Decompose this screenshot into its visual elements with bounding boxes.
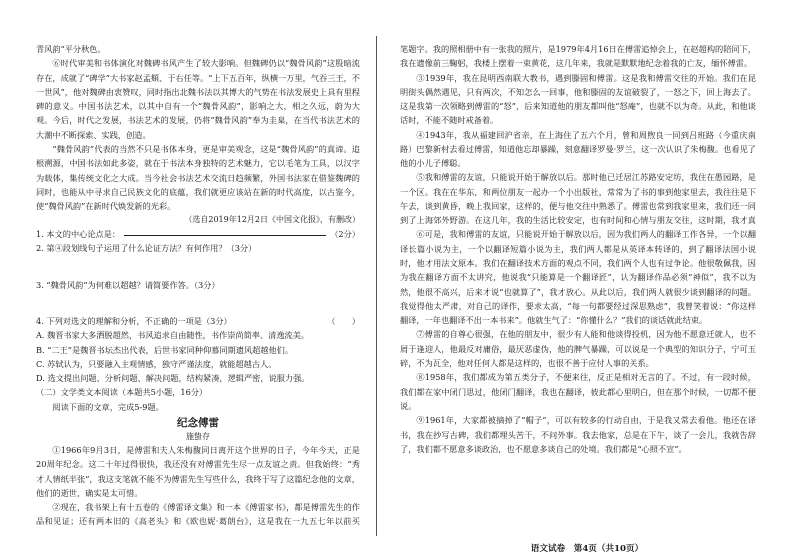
- essay-paragraph-7: ⑦傅雷的自尊心很强，在他的朋友中，很少有人能和他谈得投机，因为他不愿意迁就人，也不屑于逢迎人，他最反对庸俗，最厌恶虚伪，他的脾气暴躁，可以说是一个典型的知识分子，宁可玉碎，不为瓦全，他对任何人都是这样的，也很不善于应付人事的关系。: [400, 329, 756, 369]
- essay-paragraph-9: ⑨1961年，大家都被摘掉了“帽子”，可以有较多的行动自由，于是我又常去看他。他还在译书，我在抄写古碑，我们都埋头苦干，不问外事。我去他家，总是在下午，谈了一会儿，我就告辞了，我们都不愿意多谈政治，也不愿意多谈自己的处境。我们都是“心照不宣”。: [400, 415, 756, 454]
- essay-paragraph-6: ⑥可是，我和傅雷的友谊，只能说开始于解放以后，因为我们两人的翻译工作各异，一个以翻译长篇小说为主，一个以翻译短篇小说为主，我们两人都是从英译本转译的，到了翻译法国小说时，他才用法文原本。我们在翻译技术方面的观点不同，我们两个人也有过争论。他很敬佩我，因为我在翻译方面不太讲究，他说我“只能算是一个翻译匠”，认为翻译作品必须“神似”，我不以为然，他很不高兴，后来才说“也就算了”，我才放心。从此以后，我们两人就很少谈到翻译的问题。我觉得他太严肃，对自己的译作，要求太高，“每一句都要经过深思熟虑”，我曾笑着说：“你这样翻译，一年也翻译不出一本书来”。他就生气了：“你懂什么？”我们的谈话就此结束。: [400, 229, 756, 326]
- answer-blank-1[interactable]: [124, 227, 326, 236]
- question-1-text: 1. 本文的中心论点是：: [36, 229, 121, 240]
- essay-paragraph-5: ⑤我和傅雷的友谊，只能说开始于解放以后。那时他已迁居江苏路安定坊，我住在愚园路，是一个区。我在在华东，和两位朋友一起办一个小出版社，常常为了书的事到他家里去，我往往是下午去，谈到黄昏，晚上我回家，这样的，便与他交往中熟悉了。傅雷也常到我家里来，我们还一同到了上海郊外野游。在这几年，我的生活比较安定，也有时间和心情与朋友交往，这时期，我才真: [400, 172, 756, 226]
- essay-paragraph-2: ②现在，我书架上有十五卷的《傅雷译文集》和一本《傅雷家书》，都是傅雷先生的作品和见证；还有两本旧的《高老头》和《欧也妮·葛朗台》，这是我在一九五七年以前买: [36, 502, 360, 527]
- right-page: [380, 0, 794, 560]
- essay-paragraph-1: ①1966年9月3日，是傅雷和夫人朱梅馥同日离开这个世界的日子，今年今天，正是20周年纪念。这二十年过得很快，我还没有对傅雷先生尽一点友谊之责。但我始终：“秀才人情纸半张”，我这支笔就不能不为傅雷先生写些什么，我终于写了这篇纪念他的文章，他们的逝世，确实是太可惜。: [36, 445, 360, 498]
- essay-author: 施蛰存: [186, 432, 210, 442]
- essay-paragraph-3: ③1939年，我在昆明西南联大教书，遇到滕固和傅雷。这是我和傅雷交往的开始。我们在昆明街头偶然遇见，只有两次，不知怎么一回事，他和滕固的友谊破裂了，一怒之下，回上海去了。这是我第一次领略到傅雷的“怒”，后来知道他的朋友都叫他“怒庵”，也就不以为奇。从此，和他谈话时，不能不随时戒备着。: [400, 72, 756, 126]
- answer-space-2[interactable]: [36, 256, 360, 278]
- question-1: [36, 227, 360, 241]
- left-paragraph-7: “魏骨风韵”代表的当然不只是书体本身，更是审美观念，这是“魏骨风韵”的真谛。追根溯源，中国书法如此多姿，就在于书法本身独特的艺术魅力，它以毛笔为工具，以汉字为载体，集传统文化之大成。当今社会书法艺术交流日趋频繁，外国书法家在借鉴魏碑的同时，也能从中寻求自己民族文化的底蕴，我们就更应该站在新的时代高度，以古鉴今，使“魏骨风韵”在新时代焕发新的光彩。: [36, 144, 360, 212]
- option-b[interactable]: B. “二王”是魏晋书坛杰出代表，后世书家同种仰慕同期遗风超越他们。: [36, 344, 294, 355]
- section-heading: （二）文学类文本阅读（本题共5小题，16分）: [36, 387, 208, 398]
- question-3: 3. “魏骨风韵”为何难以超越？请简要作答。（3分）: [36, 279, 220, 290]
- essay-title: 纪念傅雷: [177, 417, 219, 430]
- option-d[interactable]: D. 选文提出问题、分析问题、解决问题，结构紧凑，逻辑严密，说服力强。: [36, 373, 310, 384]
- left-page: [0, 0, 374, 560]
- question-4-paren: （ ）: [327, 315, 360, 326]
- question-2: 2. 第④段划线句子运用了什么论证方法？有何作用？（3分）: [36, 243, 257, 254]
- source-note: （选自2019年12月2日《中国文化报》，有删改）: [184, 215, 360, 225]
- left-line0: 青风韵”平分秋色。: [36, 44, 106, 54]
- question-4: [36, 314, 360, 328]
- footer-right: 语文试卷 第4页（共10页）: [530, 544, 644, 554]
- question-4-text: 4. 下列对选文的理解和分析，不正确的一项是（3分）: [36, 315, 232, 326]
- essay-paragraph-4: ④1943年，我从福建回沪省亲，在上海住了五六个月，曾和周煦良一同到吕班路（今重庆南路）巴黎新村去看过傅雷，知道他忘却暴躁，刻意翻译罗曼·罗兰，这一次认识了朱梅馥。也看见了他的小儿子傅聪。: [400, 129, 756, 169]
- section-instruction: 阅读下面的文章，完成5-9题。: [52, 401, 164, 412]
- page-divider: [376, 36, 377, 536]
- answer-space-3[interactable]: [36, 292, 360, 314]
- option-c[interactable]: C. 苏轼认为，只要融入主观情感，独守严谨法度，就能超越古人。: [36, 358, 277, 369]
- essay-paragraph-2-cont: 笔题字。我的照相册中有一张我的照片，是1979年4月16日在傅雷追悼会上，在赵超构的陪同下，我在遗像前三鞠躬，我楼上摆着一束黄花，这几年来，我就是默默地纪念着我的亡友，缅怀傅雷。: [400, 44, 756, 69]
- left-paragraph-6: ⑥时代审美和书体演化对魏碑书风产生了较大影响。但魏碑仍以“魏骨风韵”这股暗流存在，成就了“碑学”大书家赵孟頫、于右任等。“上下五百年，纵横一万里，气吞三王，不一世风”，他对魏碑由衷赞叹，同时指出北魏书法以其博大的气势在书法发展史上具有里程碑的意义。中国书法艺术，以其中自有一个“魏骨风韵”，影响之大，相之久远，蔚为大观。今后，时代之发展，书法艺术的发展，仍将“魏骨风韵”奉为圭臬，在当代书法艺术的大潮中不断探索、实践，创造。: [36, 58, 360, 140]
- question-1-score: （2分）: [330, 229, 360, 240]
- option-a[interactable]: A. 魏晋书家大多洒脱超然，书风追求自由随性，书作崇尚简率、清逸流美。: [36, 330, 310, 341]
- essay-paragraph-8: ⑧1958年，我们都成为第五类分子，不便来往，反正是相对无言的了。不过，有一段时候，我们都在家中闭门思过，他闭门翻译，我也在翻译，彼此都心里明白，但在那个时候，一切都不便说。: [400, 372, 756, 411]
